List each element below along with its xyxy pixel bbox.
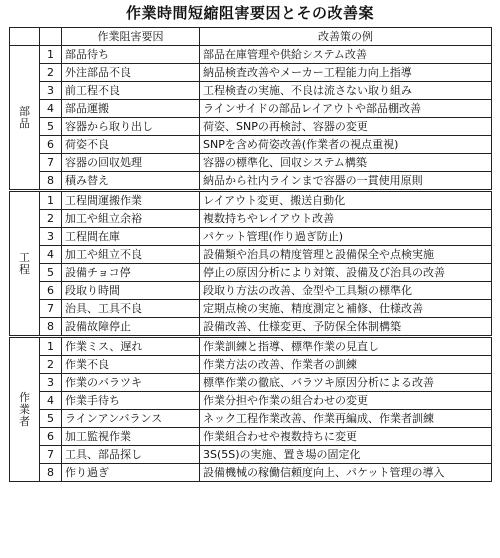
- table-row: [10, 356, 492, 374]
- factor-cell: 設備チョコ停: [62, 264, 200, 282]
- table-row: [10, 337, 492, 356]
- table-row: [10, 264, 492, 282]
- table-row: [10, 118, 492, 136]
- header-factor: 作業阻害要因: [62, 28, 200, 46]
- measure-cell: 納品検査改善やメーカー工程能力向上指導: [200, 64, 492, 82]
- measure-cell: 容器の標準化、回収システム構築: [200, 154, 492, 172]
- measure-cell: 標準作業の徹底、バラツキ原因分析による改善: [200, 374, 492, 392]
- row-number: 3: [40, 374, 62, 392]
- table-row: [10, 228, 492, 246]
- group-label: [10, 46, 40, 191]
- row-number: 7: [40, 300, 62, 318]
- factor-cell: 作業不良: [62, 356, 200, 374]
- table-row: [10, 446, 492, 464]
- row-number: 2: [40, 356, 62, 374]
- measure-cell: 荷姿、SNPの再検討、容器の変更: [200, 118, 492, 136]
- factor-cell: 加工や組立不良: [62, 246, 200, 264]
- row-number: 5: [40, 118, 62, 136]
- table-row: [10, 82, 492, 100]
- row-number: 5: [40, 410, 62, 428]
- group-label-char: 品: [19, 116, 30, 130]
- row-number: 8: [40, 318, 62, 337]
- factor-cell: 加工や組立余裕: [62, 210, 200, 228]
- row-number: 8: [40, 464, 62, 482]
- table-row: [10, 410, 492, 428]
- row-number: 1: [40, 46, 62, 64]
- table-row: [10, 172, 492, 191]
- row-number: 6: [40, 282, 62, 300]
- factor-cell: 外注部品不良: [62, 64, 200, 82]
- measure-cell: 工程検査の実施、不良は流さない取り組み: [200, 82, 492, 100]
- row-number: 3: [40, 82, 62, 100]
- group-label: [10, 191, 40, 337]
- row-number: 4: [40, 392, 62, 410]
- row-number: 5: [40, 264, 62, 282]
- measure-cell: 定期点検の実施、精度測定と補修、仕様改善: [200, 300, 492, 318]
- group-label-char: 者: [19, 414, 30, 428]
- header-number-cell: [40, 28, 62, 46]
- measure-cell: 複数持ちやレイアウト改善: [200, 210, 492, 228]
- table-row: [10, 191, 492, 210]
- table-row: [10, 392, 492, 410]
- row-number: 7: [40, 446, 62, 464]
- table-row: [10, 428, 492, 446]
- measure-cell: パケット管理(作り過ぎ防止): [200, 228, 492, 246]
- group-label-char: 工: [19, 250, 30, 264]
- factor-cell: 積み替え: [62, 172, 200, 191]
- measure-cell: 作業分担や作業の組合わせの変更: [200, 392, 492, 410]
- measure-cell: ラインサイドの部品レイアウトや部品棚改善: [200, 100, 492, 118]
- row-number: 4: [40, 100, 62, 118]
- row-number: 6: [40, 136, 62, 154]
- factor-cell: 工程間運搬作業: [62, 191, 200, 210]
- factor-cell: 前工程不良: [62, 82, 200, 100]
- measure-cell: 段取り方法の改善、金型や工具類の標準化: [200, 282, 492, 300]
- factor-cell: 段取り時間: [62, 282, 200, 300]
- table-row: [10, 374, 492, 392]
- factor-cell: 設備故障停止: [62, 318, 200, 337]
- row-number: 8: [40, 172, 62, 191]
- table-row: [10, 464, 492, 482]
- factor-cell: 加工監視作業: [62, 428, 200, 446]
- measure-cell: 作業訓練と指導、標準作業の見直し: [200, 337, 492, 356]
- page-title: 作業時間短縮阻害要因とその改善案: [125, 4, 374, 22]
- factor-cell: 荷姿不良: [62, 136, 200, 154]
- table-row: [10, 46, 492, 64]
- measure-cell: 設備類や治具の精度管理と設備保全や点検実施: [200, 246, 492, 264]
- row-number: 6: [40, 428, 62, 446]
- group-label-char: 部: [19, 104, 30, 118]
- group-label-char: 業: [19, 402, 30, 416]
- measure-cell: 納品から社内ラインまで容器の一貫使用原則: [200, 172, 492, 191]
- table-row: [10, 282, 492, 300]
- row-number: 2: [40, 64, 62, 82]
- measure-cell: 停止の原因分析により対策、設備及び治具の改善: [200, 264, 492, 282]
- table-row: [10, 318, 492, 337]
- row-number: 1: [40, 337, 62, 356]
- measure-cell: ネック工程作業改善、作業再編成、作業者訓練: [200, 410, 492, 428]
- table-row: [10, 210, 492, 228]
- measure-cell: 設備改善、仕様変更、予防保全体制構築: [200, 318, 492, 337]
- group-label-char: 程: [19, 262, 30, 276]
- table-row: [10, 64, 492, 82]
- measure-cell: レイアウト変更、搬送自動化: [200, 191, 492, 210]
- row-number: 4: [40, 246, 62, 264]
- improvement-table: [9, 27, 492, 482]
- table-body: [10, 46, 492, 482]
- row-number: 7: [40, 154, 62, 172]
- factor-cell: 容器から取り出し: [62, 118, 200, 136]
- table-row: [10, 246, 492, 264]
- table-header-row: [10, 28, 492, 46]
- factor-cell: 工具、部品探し: [62, 446, 200, 464]
- group-label-char: 作: [19, 390, 30, 404]
- group-label: [10, 337, 40, 482]
- factor-cell: 作り過ぎ: [62, 464, 200, 482]
- measure-cell: 設備機械の稼働信頼度向上、パケット管理の導入: [200, 464, 492, 482]
- header-group-cell: [10, 28, 40, 46]
- factor-cell: 作業手待ち: [62, 392, 200, 410]
- factor-cell: 容器の回収処理: [62, 154, 200, 172]
- row-number: 2: [40, 210, 62, 228]
- table-row: [10, 300, 492, 318]
- measure-cell: 作業方法の改善、作業者の訓練: [200, 356, 492, 374]
- table-row: [10, 100, 492, 118]
- measure-cell: 部品在庫管理や供給システム改善: [200, 46, 492, 64]
- factor-cell: 治具、工具不良: [62, 300, 200, 318]
- table-row: [10, 154, 492, 172]
- factor-cell: 部品運搬: [62, 100, 200, 118]
- row-number: 1: [40, 191, 62, 210]
- factor-cell: 作業のバラツキ: [62, 374, 200, 392]
- measure-cell: SNPを含め荷姿改善(作業者の視点重視): [200, 136, 492, 154]
- measure-cell: 作業組合わせや複数持ちに変更: [200, 428, 492, 446]
- measure-cell: 3S(5S)の実施、置き場の固定化: [200, 446, 492, 464]
- factor-cell: 作業ミス、遅れ: [62, 337, 200, 356]
- row-number: 3: [40, 228, 62, 246]
- factor-cell: 工程間在庫: [62, 228, 200, 246]
- factor-cell: ラインアンバランス: [62, 410, 200, 428]
- factor-cell: 部品待ち: [62, 46, 200, 64]
- table-row: [10, 136, 492, 154]
- header-measure: 改善策の例: [200, 28, 492, 46]
